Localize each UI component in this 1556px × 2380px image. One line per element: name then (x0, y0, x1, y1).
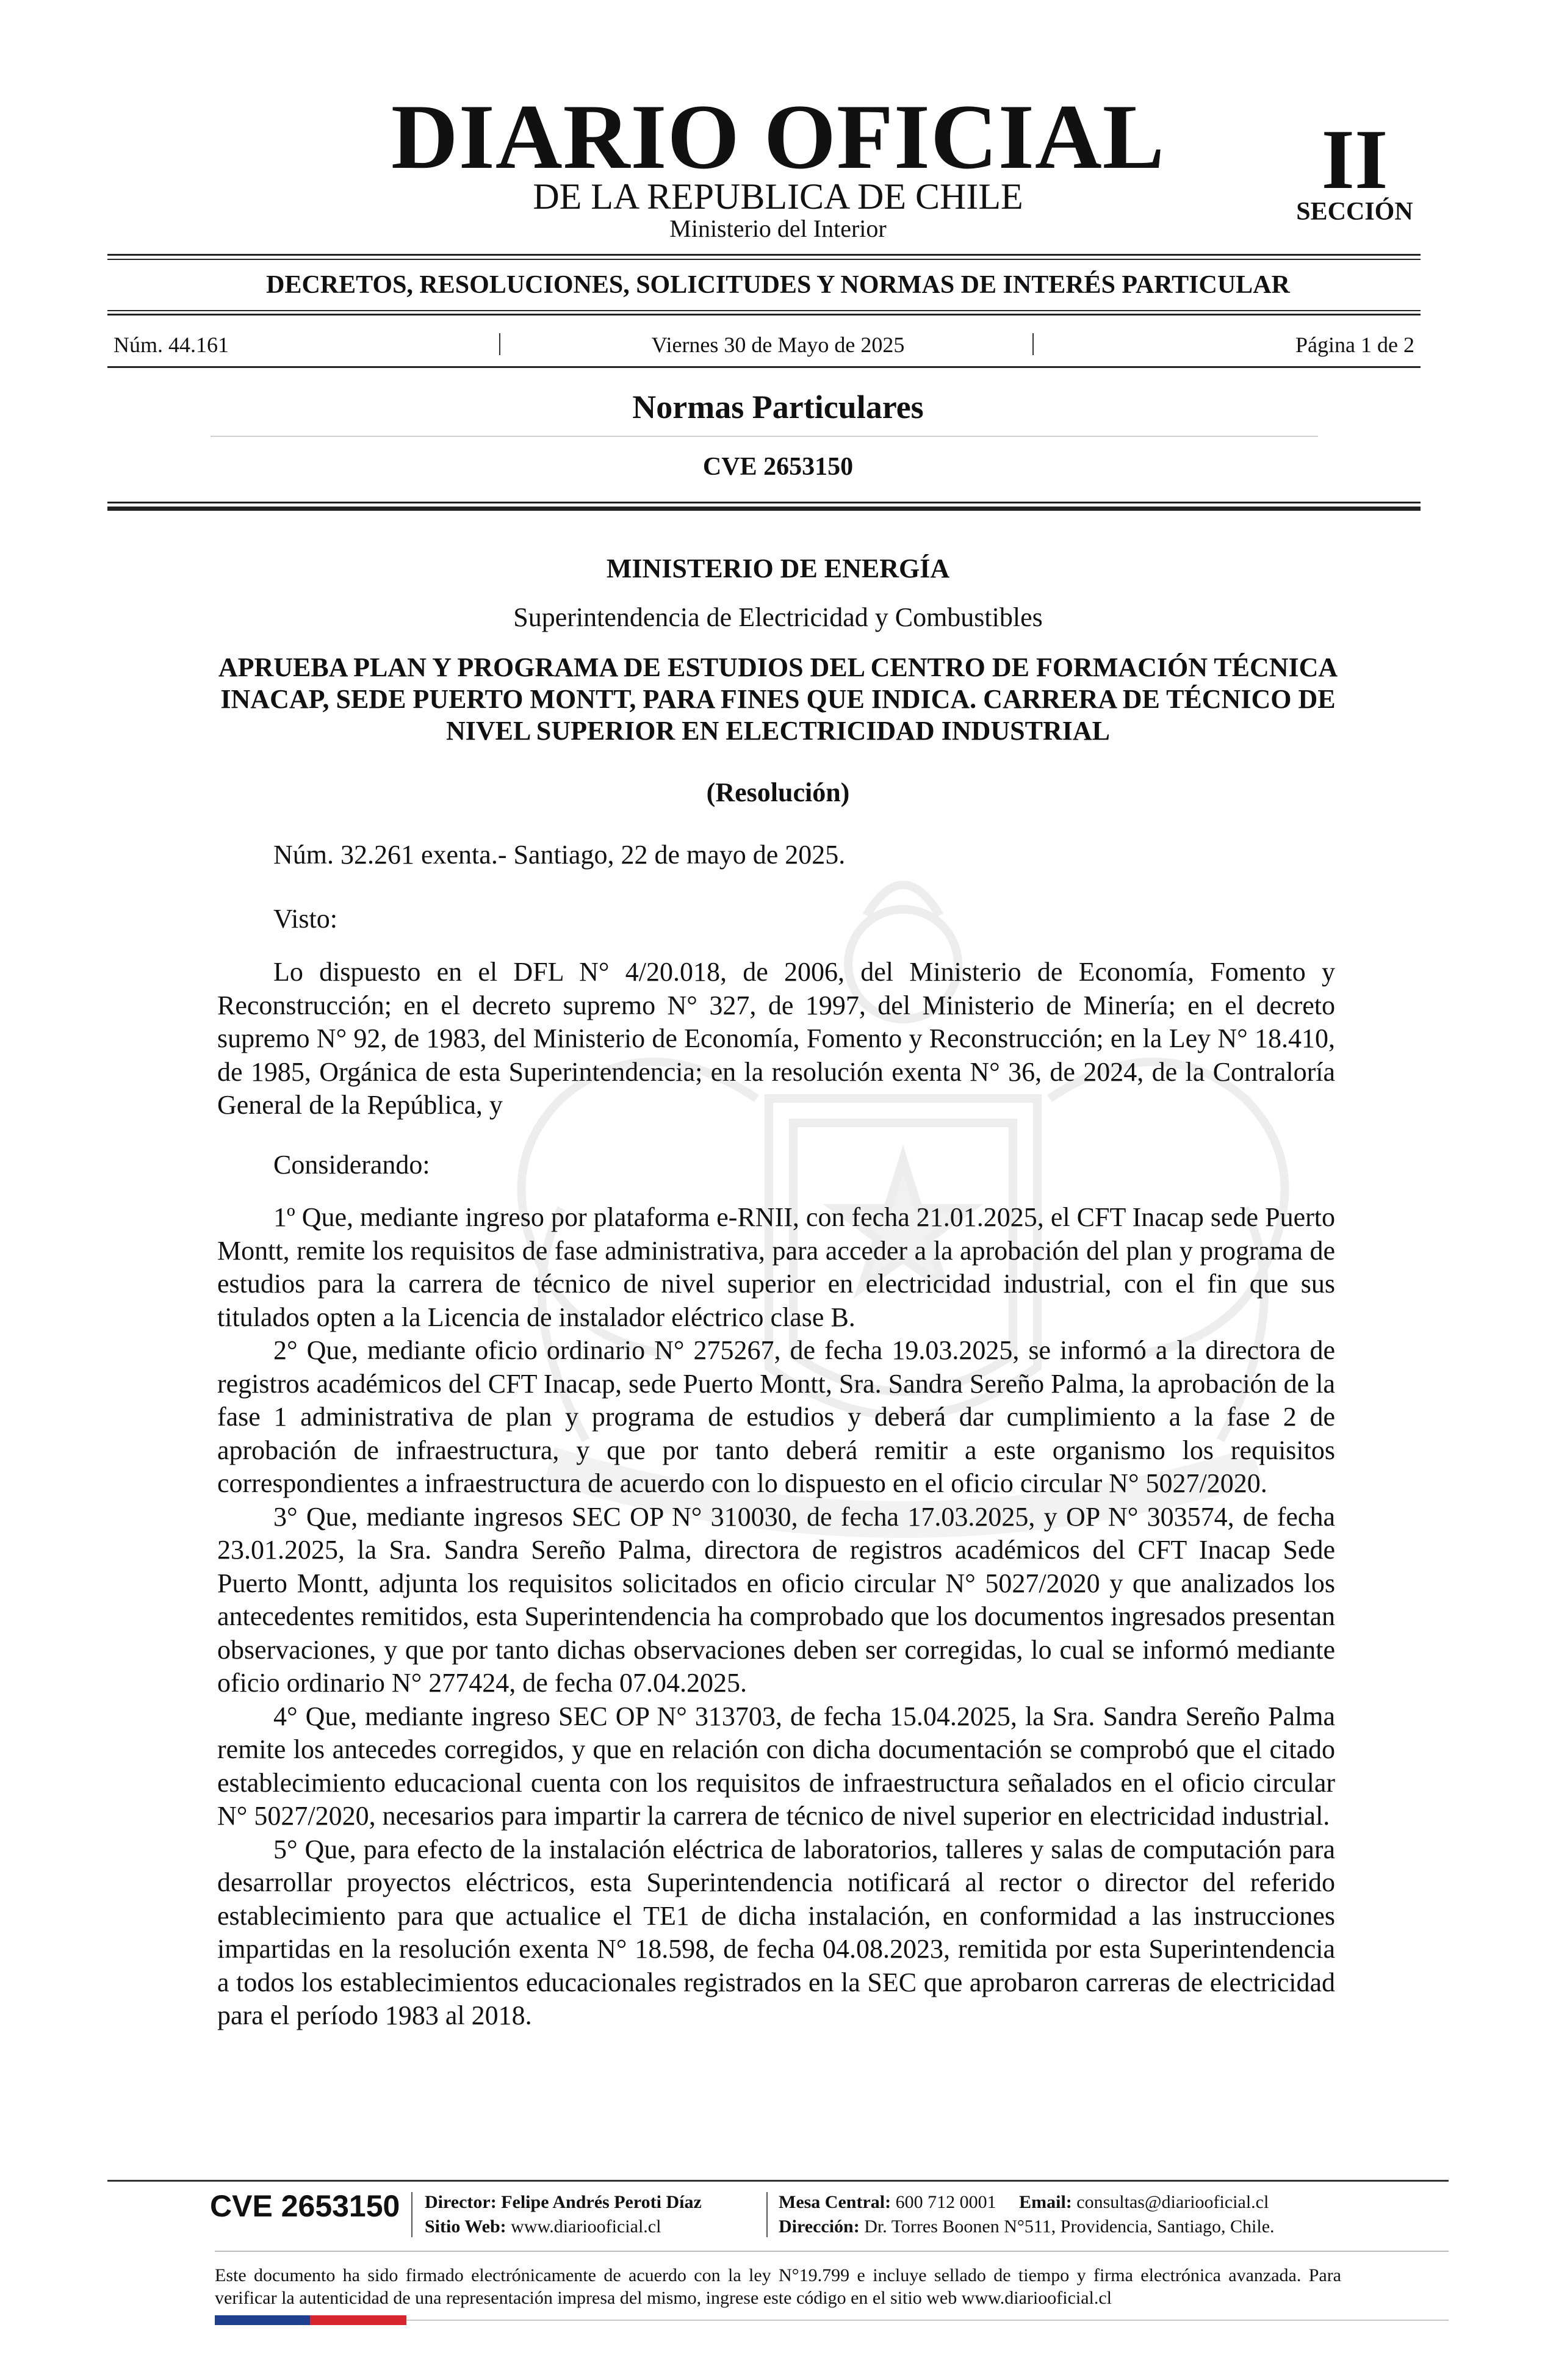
header-double-rule-mid-2 (107, 314, 1421, 316)
header-double-rule-mid (107, 310, 1421, 311)
flag-stripe-blue (215, 2315, 310, 2325)
masthead-title: DIARIO OFICIAL (391, 85, 1165, 188)
footer-address (779, 2215, 1275, 2238)
footer-phone-value: 600 712 0001 (895, 2192, 996, 2212)
category-heading: DECRETOS, RESOLUCIONES, SOLICITUDES Y NORMAS DE INTERÉS PARTICULAR (266, 271, 1290, 299)
footer-cve-code: CVE 2653150 (210, 2189, 400, 2223)
considerando-item: 5° Que, para efecto de la instalación eléctrica de laboratorios, talleres y salas de computación para desarrollar proyectos eléctricos, esta Superintendencia notificará al rector o director del referido establecimiento para que actualice el TE1 de dicha instalación, en conformidad a las instrucciones impartidas en la resolución exenta N° 18.598, de fecha 04.08.2023, remitida por esta Superintendencia a todos los establecimientos educacionales registrados en la SEC que aprobaron carreras de electricidad para el período 1983 al 2018. (217, 1834, 1335, 2030)
footer-phone (779, 2191, 1269, 2214)
footer-separator (766, 2192, 768, 2237)
footer-director-name: Felipe Andrés Peroti Díaz (501, 2192, 702, 2212)
visto-paragraph: Lo dispuesto en el DFL N° 4/20.018, de 2006, del Ministerio de Economía, Fomento y Reconstrucción; en el decreto supremo N° 327, de 1997, del Ministerio de Minería; en el decreto supremo N° 92, de 1983, del Ministerio de Economía, Fomento y Reconstrucción; en la Ley N° 18.410, de 1985, Orgánica de esta Superintendencia; en la resolución exenta N° 36, de 2024, de la Contraloría General de la República, y (217, 957, 1335, 1120)
issue-separator (1032, 333, 1034, 355)
ministry-heading: MINISTERIO DE ENERGÍA (606, 554, 950, 583)
issue-date: Viernes 30 de Mayo de 2025 (651, 333, 905, 357)
footer-note-rule (215, 2251, 1449, 2252)
considerando-item: 2° Que, mediante oficio ordinario N° 275267, de fecha 19.03.2025, se informó a la directora de registros académicos del CFT Inacap, sede Puerto Montt, Sra. Sandra Sereño Palma, la aprobación de la fase 1 administrativa de plan y programa de estudios y deberá dar cumplimiento a la fase 2 de aprobación de infraestructura, y que por tanto deberá remitir a este organismo los requisitos correspondientes a infraestructura de acuerdo con lo dispuesto en el oficio circular N° 5027/2020. (217, 1335, 1335, 1498)
masthead-subtitle: DE LA REPUBLICA DE CHILE (533, 176, 1023, 217)
footer-address-value: Dr. Torres Boonen N°511, Providencia, Santiago, Chile. (864, 2216, 1275, 2237)
section-title-underline (211, 436, 1318, 437)
subdepartment: Superintendencia de Electricidad y Combustibles (513, 602, 1043, 632)
flag-stripe-line (406, 2320, 1449, 2321)
flag-stripe-red (310, 2315, 406, 2325)
footer-email-link[interactable]: consultas@diariooficial.cl (1076, 2192, 1269, 2212)
section-label: SECCIÓN (1296, 198, 1413, 226)
issue-page: Página 1 de 2 (1295, 333, 1414, 357)
considerando-item: 4° Que, mediante ingreso SEC OP N° 313703, de fecha 15.04.2025, la Sra. Sandra Sereño Palma remite los antecedes corregidos, y que en relación con dicha documentación se comprobó que el citado establecimiento educacional cuenta con los requisitos de infraestructura señalados en el oficio circular N° 5027/2020, necesarios para impartir la carrera de técnico de nivel superior en electricidad industrial. (217, 1701, 1335, 1831)
footer-email-label: Email: (1019, 2192, 1072, 2212)
cve-rule (107, 502, 1421, 503)
considerando-item: 3° Que, mediante ingresos SEC OP N° 310030, de fecha 17.03.2025, y OP N° 303574, de fecha 23.01.2025, la Sra. Sandra Sereño Palma, directora de registros académicos del CFT Inacap Sede Puerto Montt, adjunta los requisitos solicitados en oficio circular N° 5027/2020 y que analizados los antecedentes remitidos, esta Superintendencia ha comprobado que los documentos ingresados presentan observaciones, y que por tanto dichas observaciones deben ser corregidas, lo cual se informó mediante oficio ordinario N° 277424, de fecha 07.04.2025. (217, 1501, 1335, 1698)
header-double-rule-top (107, 254, 1421, 256)
footer-legal-note: Este documento ha sido firmado electrónicamente de acuerdo con la ley N°19.799 e incluye sellado de tiempo y firma electrónica avanzada. Para verificar la autenticidad de una representación impresa del mismo, ingrese este código en el sitio web www.diariooficial.cl (215, 2265, 1341, 2308)
masthead-ministry: Ministerio del Interior (669, 215, 887, 242)
considerando-label: Considerando: (273, 1150, 430, 1180)
issue-number: Núm. 44.161 (113, 333, 229, 357)
resolution-type: (Resolución) (706, 777, 850, 807)
footer-address-label: Dirección: (779, 2216, 860, 2237)
cve-code: CVE 2653150 (702, 453, 854, 481)
considerando-item: 1º Que, mediante ingreso por plataforma e-RNII, con fecha 21.01.2025, el CFT Inacap sede Puerto Montt, remite los requisitos de fase administrativa, para acceder a la aprobación del plan y programa de estudios para la carrera de técnico de nivel superior en electricidad industrial, con el fin que sus titulados opten a la Licencia de instalador eléctrico clase B. (217, 1202, 1335, 1332)
cve-rule-2 (107, 507, 1421, 511)
footer-website-label: Sitio Web: (425, 2216, 506, 2237)
issue-rule (107, 366, 1421, 368)
footer-director-label: Director: (425, 2192, 497, 2212)
visto-label: Visto: (273, 904, 337, 934)
footer-phone-label: Mesa Central: (779, 2192, 891, 2212)
footer-director (425, 2191, 702, 2214)
footer-website (425, 2215, 661, 2238)
considerandos-list (217, 1201, 1335, 2033)
resolution-title: APRUEBA PLAN Y PROGRAMA DE ESTUDIOS DEL CENTRO DE FORMACIÓN TÉCNICA INACAP, SEDE PUERTO MONTT, PARA FINES QUE INDICA. CARRERA DE TÉCNICO DE NIVEL SUPERIOR EN ELECTRICIDAD INDUSTRIAL (218, 652, 1338, 746)
resolution-number-line: Núm. 32.261 exenta.- Santiago, 22 de mayo de 2025. (273, 840, 846, 870)
footer-separator (411, 2192, 412, 2237)
footer-rule (107, 2180, 1449, 2182)
section-number: II (1321, 112, 1388, 207)
footer-website-link[interactable]: www.diariooficial.cl (511, 2216, 661, 2237)
section-title: Normas Particulares (632, 389, 924, 425)
header-double-rule-top-2 (107, 259, 1421, 260)
